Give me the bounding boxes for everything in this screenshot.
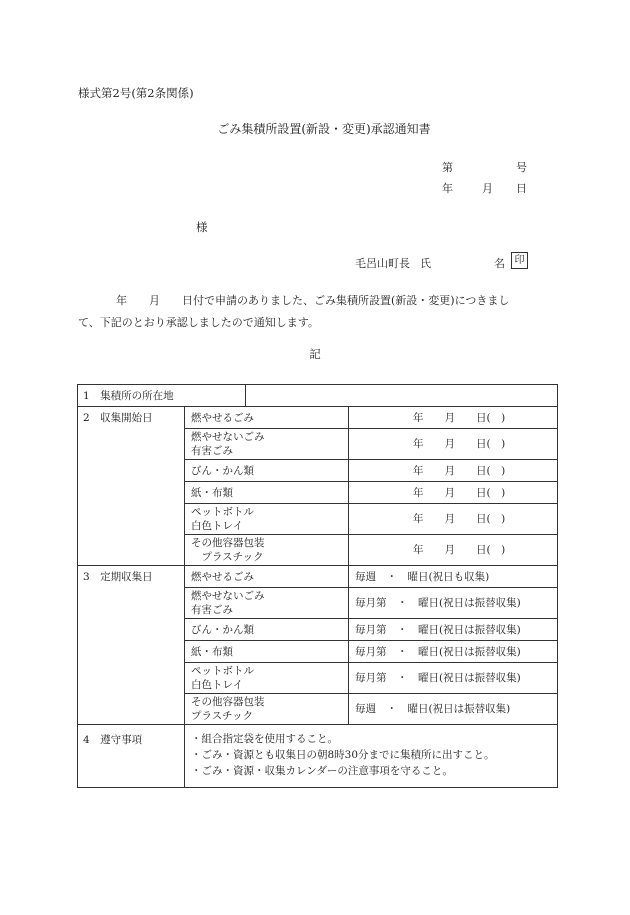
waste-category-line: 白色トレイ <box>191 679 243 691</box>
collection-schedule-value: 毎月第 ・ 曜日(祝日は振替収集) <box>355 672 521 684</box>
collection-schedule-value: 毎週 ・ 曜日(祝日は振替収集) <box>355 703 511 715</box>
rules-list <box>185 725 557 787</box>
date-month: 月 <box>482 182 493 195</box>
table-row <box>185 534 557 565</box>
table-row <box>185 640 557 662</box>
waste-category <box>185 482 349 503</box>
location-row <box>78 385 557 406</box>
collection-schedule-value: 毎週 ・ 曜日(祝日も収集) <box>355 570 490 583</box>
collection-schedule-value: 毎月第 ・ 曜日(祝日は振替収集) <box>355 645 521 658</box>
approval-table <box>77 384 558 788</box>
waste-category <box>185 619 349 640</box>
start-date-value: 年 月 日( ) <box>413 544 506 556</box>
table-row <box>185 459 557 481</box>
waste-category-line: その他容器包装 <box>191 537 265 549</box>
waste-category-line: 燃やせるごみ <box>191 570 254 583</box>
addressee-suffix: 様 <box>196 220 208 234</box>
mayor-shi: 氏 <box>420 257 431 270</box>
rule-item: ・ごみ・資源とも収集日の朝8時30分までに集積所に出すこと。 <box>191 749 495 761</box>
rule-item: ・ごみ・資源・収集カレンダーの注意事項を守ること。 <box>191 765 453 777</box>
waste-category-line: 白色トレイ <box>191 520 243 532</box>
waste-category-line: びん・かん類 <box>191 623 254 636</box>
waste-category-line: 燃やせるごみ <box>191 411 254 424</box>
date-day: 日 <box>516 182 527 195</box>
form-number: 様式第2号(第2条関係) <box>78 86 194 100</box>
waste-category <box>185 535 349 565</box>
start-date-value: 年 月 日( ) <box>413 486 506 499</box>
table-row <box>185 618 557 640</box>
waste-category <box>185 694 349 724</box>
start-date-value: 年 月 日( ) <box>413 464 506 477</box>
waste-category <box>185 588 349 618</box>
rules-label: 4 遵守事項 <box>78 725 185 787</box>
date-year: 年 <box>442 182 453 195</box>
table-row <box>185 693 557 724</box>
seal-mark: 印 <box>511 252 528 269</box>
waste-category <box>185 460 349 481</box>
body-line-1: 年 月 日付で申請のありました、ごみ集積所設置(新設・変更)につきまし <box>116 294 510 307</box>
waste-category-line: 燃やせないごみ <box>191 590 265 602</box>
ki-heading: 記 <box>309 347 321 361</box>
waste-category-line: 有害ごみ <box>191 604 233 616</box>
mayor-mei: 名 <box>494 257 505 270</box>
regular-collection-rows <box>185 566 557 724</box>
waste-category-line: ペットボトル <box>191 665 254 677</box>
table-row <box>185 566 557 587</box>
table-row <box>185 587 557 618</box>
waste-category-line: その他容器包装 <box>191 696 265 708</box>
waste-category <box>185 566 349 587</box>
waste-category <box>185 504 349 534</box>
table-row <box>185 407 557 428</box>
table-row <box>185 662 557 693</box>
body-line-2: て、下記のとおり承認しましたので通知します。 <box>78 316 319 329</box>
start-date-value: 年 月 日( ) <box>413 411 506 424</box>
waste-category-line: 紙・布類 <box>191 645 233 658</box>
regular-collection-section <box>78 565 557 724</box>
waste-category <box>185 663 349 693</box>
number-prefix: 第 <box>442 161 453 174</box>
start-date-section <box>78 406 557 565</box>
location-value <box>246 385 557 406</box>
mayor-title: 毛呂山町長 <box>355 257 410 270</box>
waste-category-line: プラスチック <box>191 710 254 722</box>
collection-schedule-value: 毎月第 ・ 曜日(祝日は振替収集) <box>355 597 521 609</box>
waste-category-line: プラスチック <box>191 551 264 563</box>
document-title: ごみ集積所設置(新設・変更)承認通知書 <box>217 122 431 136</box>
waste-category <box>185 407 349 428</box>
waste-category-line: びん・かん類 <box>191 464 254 477</box>
table-row <box>185 428 557 459</box>
table-row <box>185 503 557 534</box>
rule-item: ・組合指定袋を使用すること。 <box>191 733 338 745</box>
rules-section <box>78 724 557 787</box>
start-date-rows <box>185 407 557 565</box>
waste-category <box>185 429 349 459</box>
start-date-value: 年 月 日( ) <box>413 513 506 525</box>
body-paragraph <box>78 290 548 334</box>
waste-category-line: ペットボトル <box>191 506 254 518</box>
table-row <box>185 481 557 503</box>
waste-category-line: 有害ごみ <box>191 445 233 457</box>
waste-category-line: 紙・布類 <box>191 486 233 499</box>
number-suffix: 号 <box>516 161 527 174</box>
waste-category <box>185 641 349 662</box>
start-date-label: 2 収集開始日 <box>78 407 185 565</box>
regular-collection-label: 3 定期収集日 <box>78 566 185 724</box>
location-label: 1 集積所の所在地 <box>78 385 246 406</box>
collection-schedule-value: 毎月第 ・ 曜日(祝日は振替収集) <box>355 623 521 636</box>
waste-category-line: 燃やせないごみ <box>191 431 265 443</box>
start-date-value: 年 月 日( ) <box>413 438 506 450</box>
